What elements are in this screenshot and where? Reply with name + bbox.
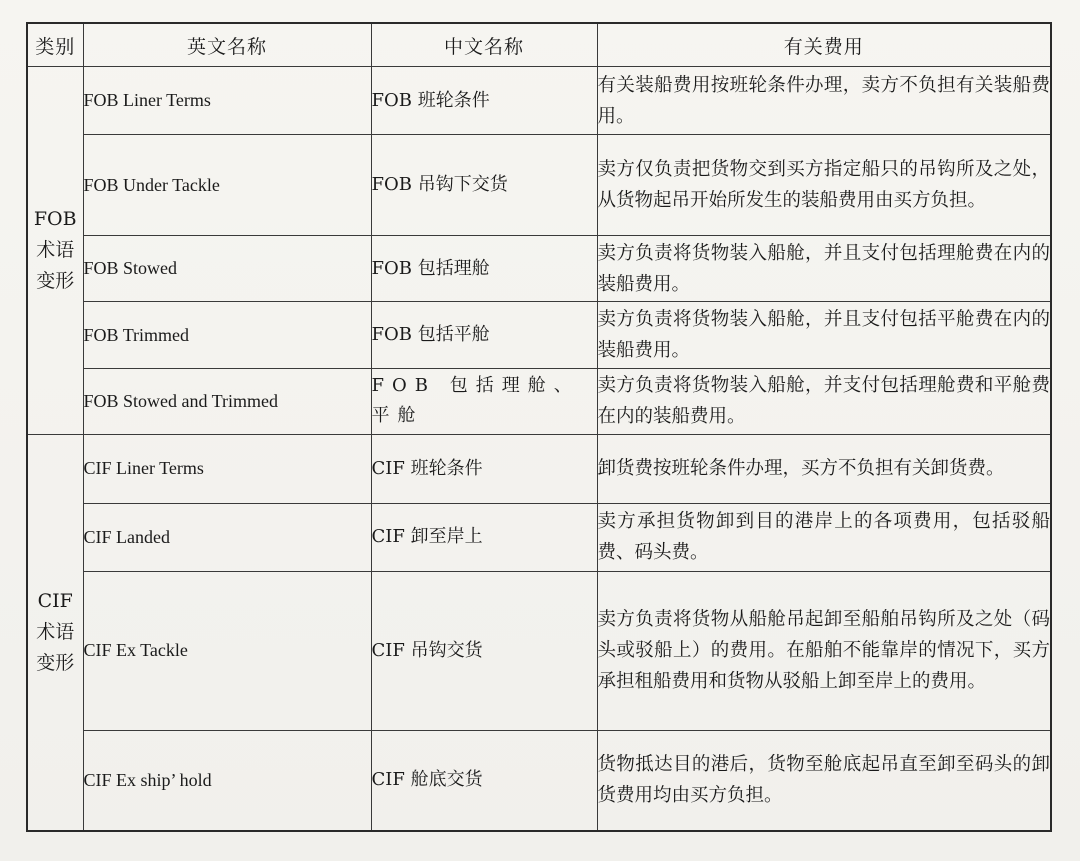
chinese-name-cell: CIF 班轮条件 (371, 435, 597, 503)
fee-description-cell: 货物抵达目的港后，货物至舱底起吊直至卸至码头的卸货费用均由买方负担。 (597, 730, 1051, 831)
category-cell-fob (27, 67, 83, 435)
fee-description-cell: 卸货费按班轮条件办理，买方不负担有关卸货费。 (597, 435, 1051, 503)
chinese-name-cell: CIF 吊钩交货 (371, 571, 597, 730)
chinese-name-cell: FOB 包括理舱 (371, 235, 597, 301)
header-english-name: 英文名称 (83, 23, 371, 67)
english-name-cell: CIF Landed (83, 503, 371, 571)
fee-description-cell: 有关装船费用按班轮条件办理，卖方不负担有关装船费用。 (597, 67, 1051, 135)
table-row (27, 571, 1051, 730)
chinese-name-cell: CIF 卸至岸上 (371, 503, 597, 571)
english-name-cell: FOB Trimmed (83, 302, 371, 368)
english-name-cell: FOB Liner Terms (83, 67, 371, 135)
table-row (27, 235, 1051, 301)
table-row (27, 67, 1051, 135)
english-name-cell: CIF Ex ship’ hold (83, 730, 371, 831)
fee-description-cell: 卖方负责将货物装入船舱，并且支付包括理舱费在内的装船费用。 (597, 235, 1051, 301)
fee-description-cell: 卖方仅负责把货物交到买方指定船只的吊钩所及之处，从货物起吊开始所发生的装船费用由买方负担。 (597, 135, 1051, 236)
chinese-name-cell: FOB 班轮条件 (371, 67, 597, 135)
table-row (27, 435, 1051, 503)
english-name-cell: CIF Ex Tackle (83, 571, 371, 730)
header-category: 类别 (27, 23, 83, 67)
english-name-cell: FOB Under Tackle (83, 135, 371, 236)
table-row (27, 135, 1051, 236)
chinese-name-cell (371, 368, 597, 434)
trade-terms-table (26, 22, 1052, 832)
english-name-cell: CIF Liner Terms (83, 435, 371, 503)
chinese-name-cell: FOB 吊钩下交货 (371, 135, 597, 236)
header-chinese-name: 中文名称 (371, 23, 597, 67)
fee-description-cell: 卖方承担货物卸到目的港岸上的各项费用，包括驳船费、码头费。 (597, 503, 1051, 571)
table-header-row (27, 23, 1051, 67)
english-name-cell: FOB Stowed and Trimmed (83, 368, 371, 434)
fee-description-cell: 卖方负责将货物装入船舱，并且支付包括平舱费在内的装船费用。 (597, 302, 1051, 368)
fee-description-cell: 卖方负责将货物从船舱吊起卸至船舶吊钩所及之处（码头或驳船上）的费用。在船舶不能靠岸的情况下，买方承担租船费用和货物从驳船上卸至岸上的费用。 (597, 571, 1051, 730)
chinese-name-text: FOB 包括理舱、平舱 (371, 375, 580, 427)
header-fees: 有关费用 (597, 23, 1051, 67)
table-row (27, 302, 1051, 368)
chinese-name-cell: FOB 包括平舱 (371, 302, 597, 368)
english-name-cell: FOB Stowed (83, 235, 371, 301)
chinese-name-cell: CIF 舱底交货 (371, 730, 597, 831)
fee-description-cell: 卖方负责将货物装入船舱，并支付包括理舱费和平舱费在内的装船费用。 (597, 368, 1051, 434)
table-row (27, 368, 1051, 434)
table-row (27, 730, 1051, 831)
category-label: FOB术语变形 (33, 208, 77, 293)
category-cell-cif (27, 435, 83, 831)
table-row (27, 503, 1051, 571)
category-label: CIF术语变形 (36, 590, 75, 675)
